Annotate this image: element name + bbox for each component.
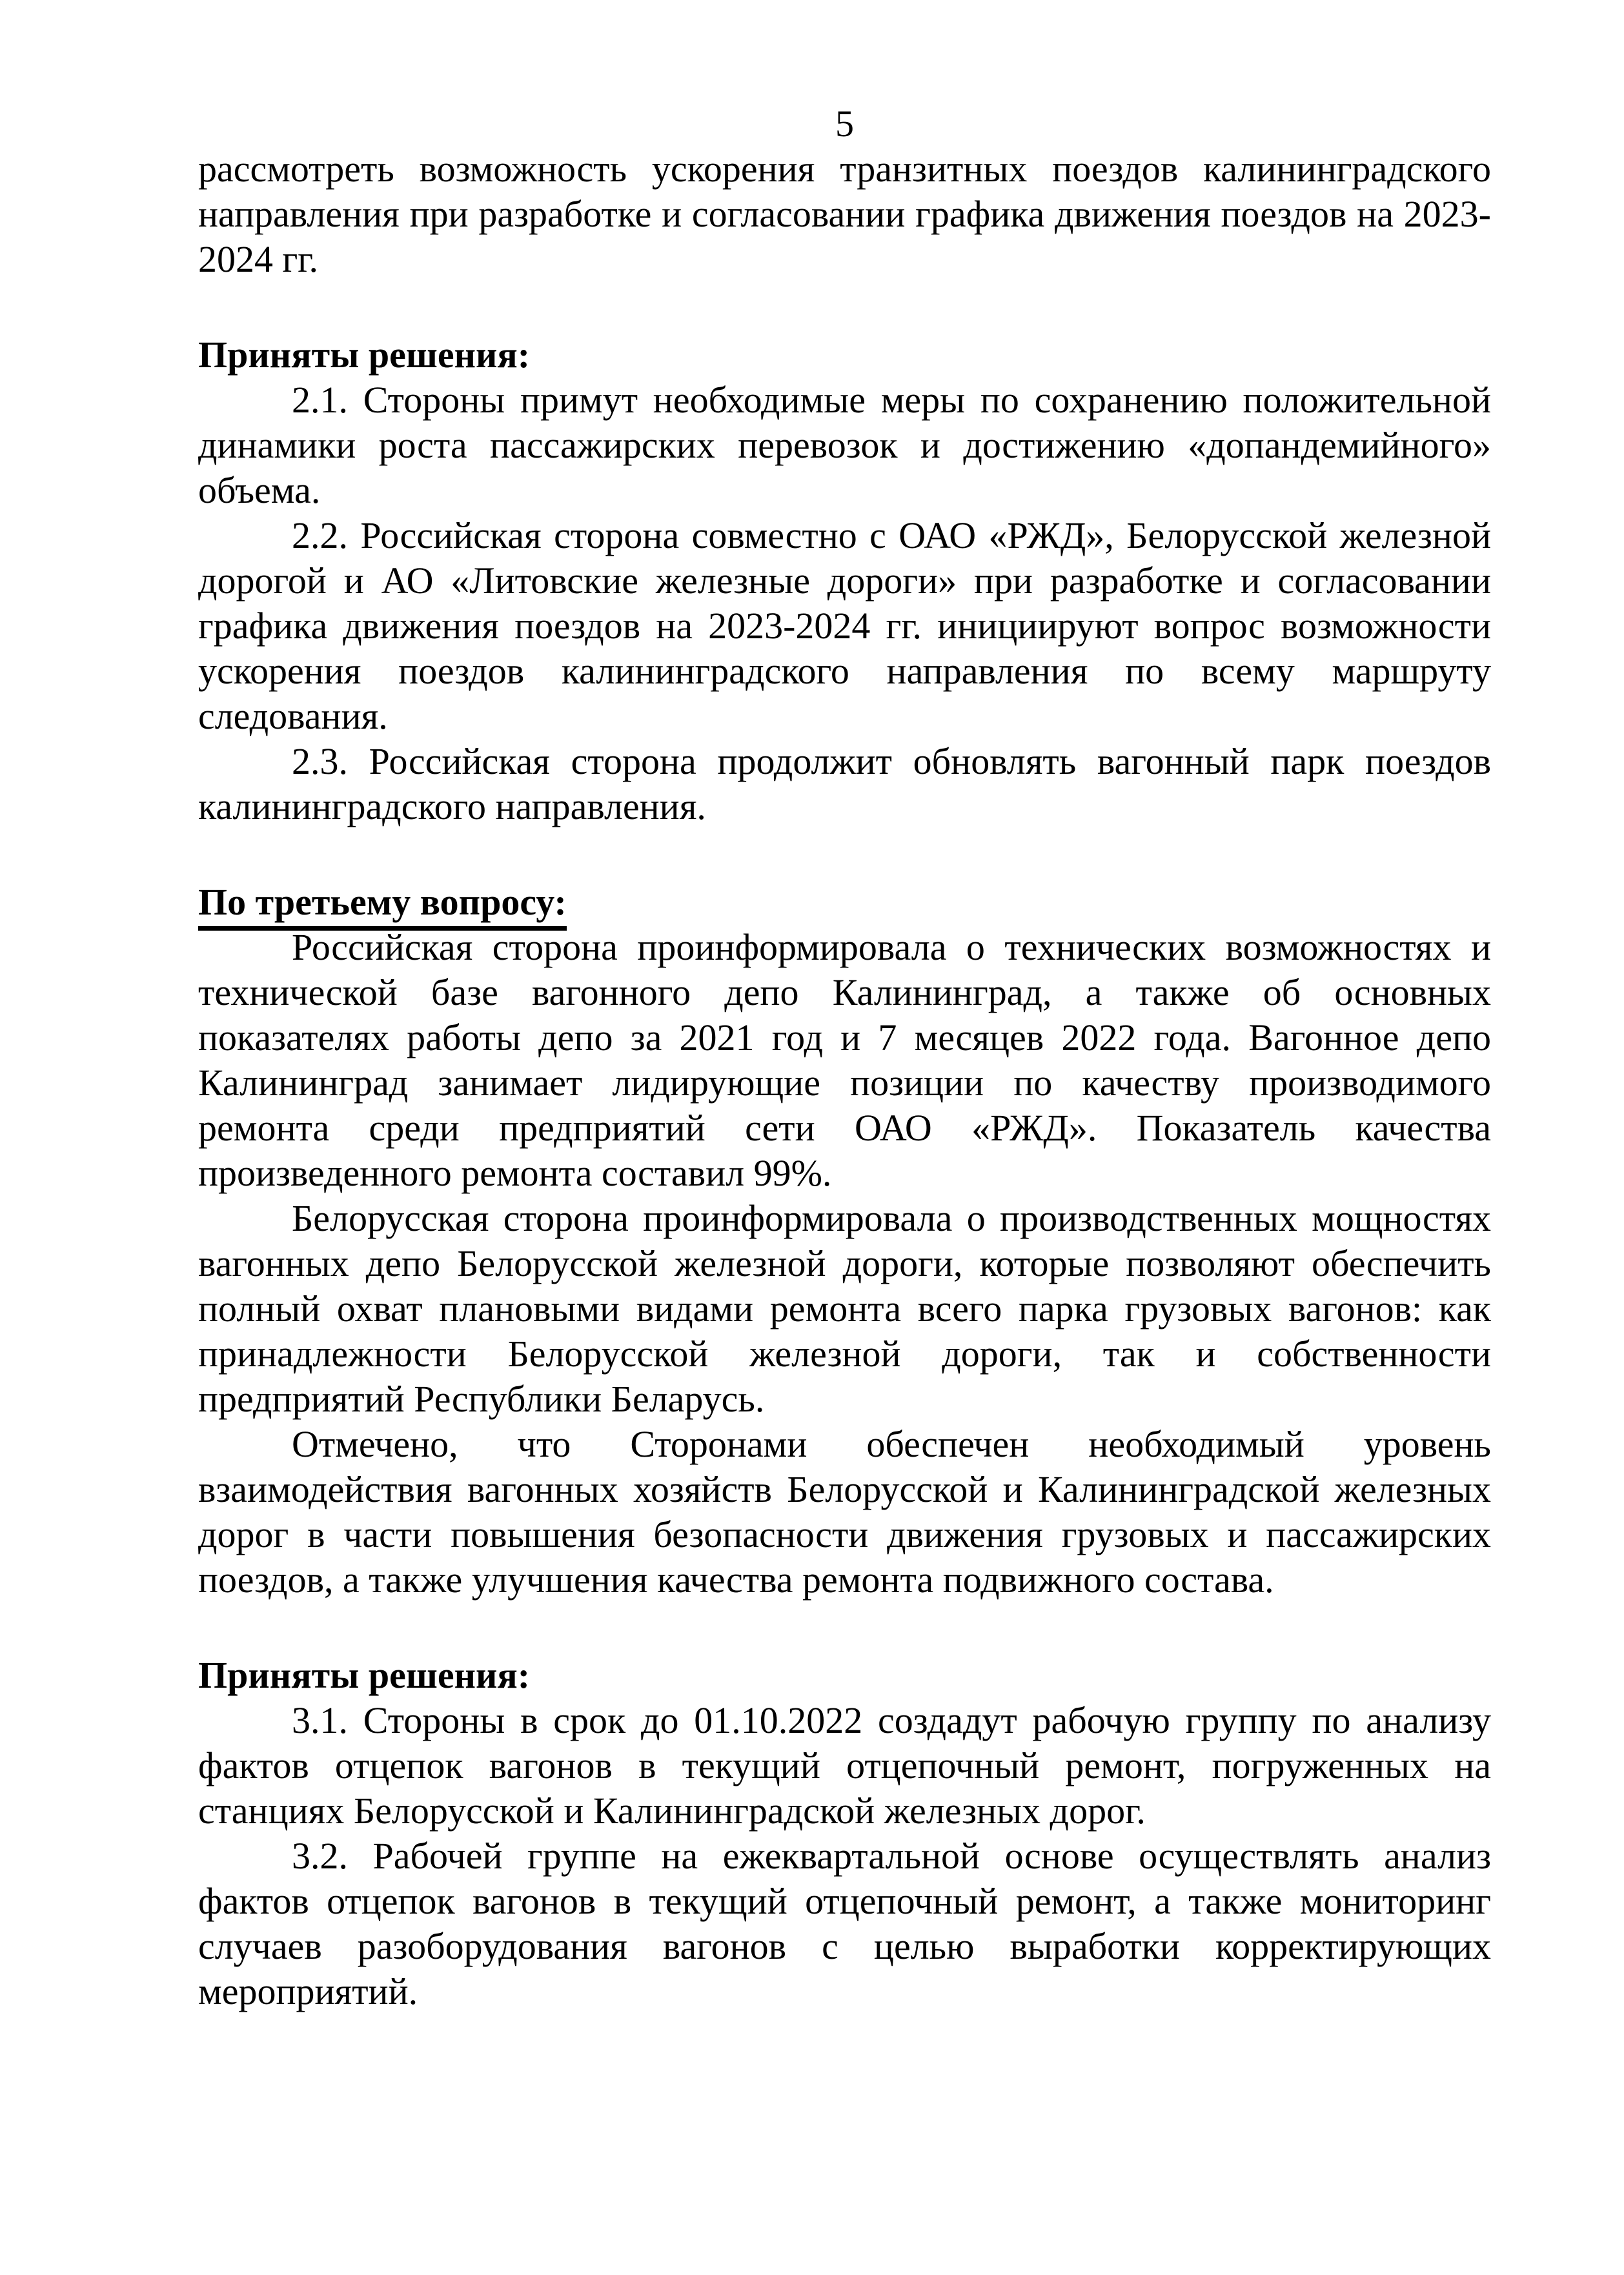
paragraph-item-2-3: 2.3. Российская сторона продолжит обновлять вагонный парк поездов калининградского направления. — [198, 740, 1491, 827]
paragraph-item-2-1: 2.1. Стороны примут необходимые меры по сохранению положительной динамики роста пассажирских перевозок и достижению «допандемийного» объема. — [198, 379, 1491, 511]
paragraph-noted-cooperation: Отмечено, что Сторонами обеспечен необходимый уровень взаимодействия вагонных хозяйств Белорусской и Калининградской железных дорог в части повышения безопасности движения грузовых и пассажирских поездов, а также улучшения качества ремонта подвижного состава. — [198, 1423, 1491, 1601]
third-question-heading-text: По третьему вопросу: — [198, 881, 567, 931]
third-question-heading — [198, 880, 1491, 925]
paragraph-item-2-2: 2.2. Российская сторона совместно с ОАО «РЖД», Белорусской железной дорогой и АО «Литовские железные дороги» при разработке и согласовании графика движения поездов на 2023-2024 гг. инициируют вопрос возможности ускорения поездов калининградского направления по всему маршруту следования. — [198, 514, 1491, 737]
paragraph-belarusian-side-info: Белорусская сторона проинформировала о производственных мощностях вагонных депо Белорусской железной дороги, которые позволяют обеспечить полный охват плановыми видами ремонта всего парка грузовых вагонов: как принадлежности Белорусской железной дороги, так и собственности предприятий Республики Беларусь. — [198, 1197, 1491, 1420]
paragraph-continuation: рассмотреть возможность ускорения транзитных поездов калининградского направления при разработке и согласовании графика движения поездов на 2023-2024 гг. — [198, 148, 1491, 280]
paragraph-item-3-2: 3.2. Рабочей группе на ежеквартальной основе осуществлять анализ фактов отцепок вагонов в текущий отцепочный ремонт, а также мониторинг случаев разоборудования вагонов с целью выработки корректирующих мероприятий. — [198, 1835, 1491, 2012]
decisions-heading-third-question: Приняты решения: — [198, 1654, 531, 1696]
paragraph-item-3-1: 3.1. Стороны в срок до 01.10.2022 создадут рабочую группу по анализу фактов отцепок вагонов в текущий отцепочный ремонт, погруженных на станциях Белорусской и Калининградской железных дорог. — [198, 1699, 1491, 1832]
page-number: 5 — [835, 103, 854, 145]
paragraph-russian-side-info: Российская сторона проинформировала о технических возможностях и технической базе вагонного депо Калининград, а также об основных показателях работы депо за 2021 год и 7 месяцев 2022 года. Вагонное депо Калининград занимает лидирующие позиции по качеству производимого ремонта среди предприятий сети ОАО «РЖД». Показатель качества произведенного ремонта составил 99%. — [198, 926, 1491, 1194]
decisions-heading-second-question: Приняты решения: — [198, 334, 531, 376]
